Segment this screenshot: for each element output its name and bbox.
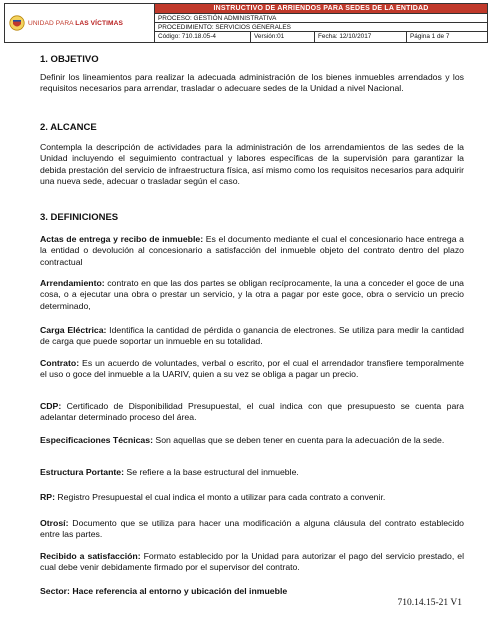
objetivo-text: Definir los lineamientos para realizar la adecuada administración de los bienes inmuebles arrendados y los requisitos necesarios para arrendar, trasladar o adecuare sedes de la Unidad a nivel Nacional. xyxy=(40,72,464,94)
definition-text: Identifica la cantidad de pérdida o ganancia de electrones. Se utiliza para medir la cantidad de carga que puede soportar un inmueble en su totalidad. xyxy=(40,325,464,347)
definition-term: Actas de entrega y recibo de inmueble: xyxy=(40,234,204,244)
definition-text: Son aquellas que se deben tener en cuenta para la adecuación de la sede. xyxy=(153,435,445,445)
definition-term: Recibido a satisfacción: xyxy=(40,551,141,561)
definition-paragraph xyxy=(40,325,464,348)
proceso-field: PROCESO: GESTIÓN ADMINISTRATIVA xyxy=(155,13,487,22)
alcance-text: Contempla la descripción de actividades para la administración de los arrendamientos de las sedes de la Unidad incluyendo el seguimiento contractual y labores específicas de la supervisión para garantizar la debida prestación del servicio de infraestructura física, así mismo como los requisitos necesarios para adquirir una nueva sede, adecuar o trasladar según el caso. xyxy=(40,142,464,187)
heading-objetivo: 1. OBJETIVO xyxy=(40,54,99,65)
definition-term: RP: xyxy=(40,492,55,502)
definition-text: Es un acuerdo de voluntades, verbal o escrito, por el cual el arrendador transfiere temporalmente el uso o goce del inmueble a la UARIV, quien a su vez se obliga a pagar un precio. xyxy=(40,358,464,380)
document-code-footer: 710.14.15-21 V1 xyxy=(397,598,462,608)
definition-term: CDP: xyxy=(40,401,62,411)
version-field: Versión:01 xyxy=(251,32,315,42)
definition-paragraph xyxy=(40,492,464,503)
definition-paragraph xyxy=(40,467,464,478)
definition-text: Es el documento mediante el cual el concesionario hace entrega a la entidad o devolución al concesionario a satisfacción del inmueble objeto del contrato dentro del plazo contractual xyxy=(40,234,464,267)
codigo-field: Código: 710.18.05-4 xyxy=(155,32,251,42)
definition-paragraph xyxy=(40,234,464,268)
definition-text: Se refiere a la base estructural del inmueble. xyxy=(124,467,299,477)
definition-paragraph xyxy=(40,586,464,597)
pagina-field: Página 1 de 7 xyxy=(410,33,450,40)
document-header xyxy=(4,3,488,43)
definition-text: contrato en que las dos partes se obligan recíprocamente, la una a conceder el goce de una cosa, o a ejecutar una obra o prestar un servicio, y la otra a pagar por este goce, obra o servicio un precio determinado, xyxy=(40,278,464,311)
definition-paragraph xyxy=(40,278,464,312)
coat-of-arms-icon xyxy=(9,15,25,31)
definition-term: Carga Eléctrica: xyxy=(40,325,107,335)
definition-term: Otrosí: xyxy=(40,518,69,528)
definition-text: Documento que se utiliza para hacer una modificación a alguna cláusula del contrato establecido entre las partes. xyxy=(40,518,464,540)
logo-text-unidad: UNIDAD PARA xyxy=(28,19,76,27)
heading-definiciones: 3. DEFINICIONES xyxy=(40,212,119,223)
definition-term: Arrendamiento: xyxy=(40,278,105,288)
definition-text: Registro Presupuestal el cual indica el monto a utilizar para cada contrato a convenir. xyxy=(54,492,386,502)
definition-term: Contrato: xyxy=(40,358,80,368)
definition-text: Certificado de Disponibilidad Presupuestal, el cual indica con que presupuesto se cuenta para adelantar determinado proceso del área. xyxy=(40,401,464,423)
definition-paragraph xyxy=(40,435,464,446)
document-title: INSTRUCTIVO DE ARRIENDOS PARA SEDES DE LA ENTIDAD xyxy=(155,4,487,13)
logo-text-victimas: LAS VÍCTIMAS xyxy=(75,19,123,27)
definition-term: Estructura Portante: xyxy=(40,467,124,477)
definition-paragraph xyxy=(40,551,464,574)
heading-alcance: 2. ALCANCE xyxy=(40,122,97,133)
definition-text: Formato establecido por la Unidad para autorizar el pago del servicio prestado, el cual debe venir debidamente firmado por el supervisor del contrato. xyxy=(40,551,465,573)
definition-paragraph xyxy=(40,401,464,424)
definition-term: Sector: Hace referencia al entorno y ubicación del inmueble xyxy=(40,586,288,596)
procedimiento-field: PROCEDIMIENTO: SERVICIOS GENERALES xyxy=(155,22,487,31)
entity-logo xyxy=(5,4,155,42)
definition-paragraph xyxy=(40,358,464,381)
definition-paragraph xyxy=(40,518,464,541)
fecha-field: Fecha: 12/10/2017 xyxy=(315,32,407,42)
definition-term: Especificaciones Técnicas: xyxy=(40,435,153,445)
